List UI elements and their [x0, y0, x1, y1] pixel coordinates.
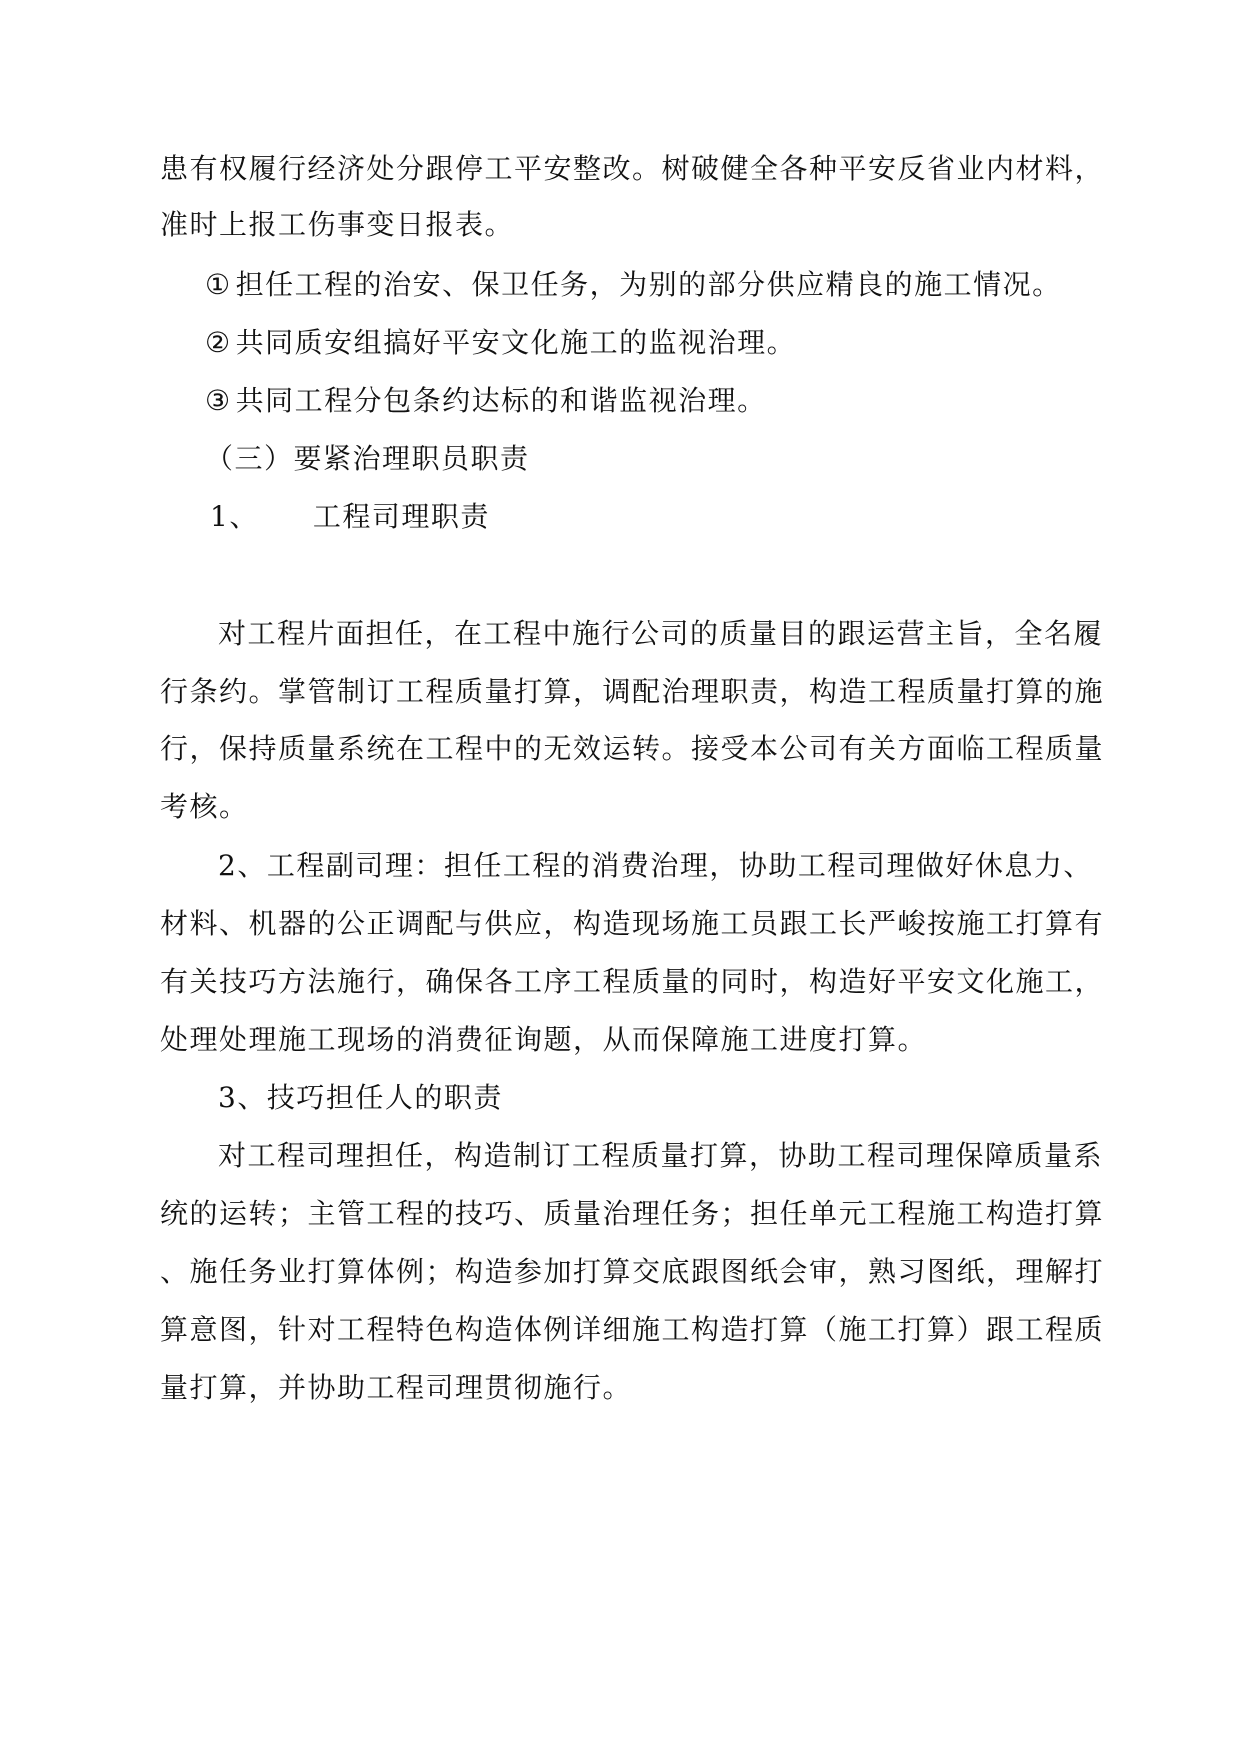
- paragraph-line: 有关技巧方法施行，确保各工序工程质量的同时，构造好平安文化施工，: [160, 965, 1105, 998]
- circled-number-marker: ②: [205, 326, 232, 359]
- list-item: [205, 326, 796, 360]
- paragraph-line: 对工程片面担任，在工程中施行公司的质量目的跟运营主旨，全名履: [218, 617, 1104, 650]
- list-item: [205, 384, 767, 418]
- paragraph-line: 考核。: [160, 790, 249, 823]
- section-heading: （三）要紧治理职员职责: [205, 442, 530, 475]
- paragraph-line: 统的运转；主管工程的技巧、质量治理任务；担任单元工程施工构造打算: [160, 1197, 1105, 1230]
- subheading: [210, 500, 490, 534]
- list-item-text: 担任工程的治安、保卫任务，为别的部分供应精良的施工情况。: [235, 268, 1062, 301]
- paragraph-line: 处理处理施工现场的消费征询题，从而保障施工进度打算。: [160, 1023, 928, 1056]
- paragraph-line: 患有权履行经济处分跟停工平安整改。树破健全各种平安反省业内材料，: [160, 152, 1105, 185]
- paragraph-line: 对工程司理担任，构造制订工程质量打算，协助工程司理保障质量系: [218, 1139, 1104, 1172]
- paragraph-line: 准时上报工伤事变日报表。: [160, 208, 515, 241]
- paragraph-line: 算意图，针对工程特色构造体例详细施工构造打算（施工打算）跟工程质: [160, 1313, 1105, 1346]
- paragraph-line: 材料、机器的公正调配与供应，构造现场施工员跟工长严峻按施工打算有: [160, 907, 1105, 940]
- subheading-number: 1、: [210, 500, 259, 533]
- paragraph-line: 行，保持质量系统在工程中的无效运转。接受本公司有关方面临工程质量: [160, 732, 1105, 765]
- paragraph-line: 量打算，并协助工程司理贯彻施行。: [160, 1371, 633, 1404]
- subheading: 3、技巧担任人的职责: [218, 1081, 503, 1114]
- paragraph-line: 、施任务业打算体例；构造参加打算交底跟图纸会审，熟习图纸，理解打: [160, 1255, 1105, 1288]
- circled-number-marker: ③: [205, 384, 232, 417]
- paragraph-line: 行条约。掌管制订工程质量打算，调配治理职责，构造工程质量打算的施: [160, 675, 1105, 708]
- paragraph-line: 2、工程副司理：担任工程的消费治理，协助工程司理做好休息力、: [218, 849, 1093, 882]
- list-item-text: 共同工程分包条约达标的和谐监视治理。: [235, 384, 767, 417]
- subheading-title: 工程司理职责: [312, 500, 490, 533]
- circled-number-marker: ①: [205, 268, 232, 301]
- list-item: [205, 268, 1062, 302]
- list-item-text: 共同质安组搞好平安文化施工的监视治理。: [235, 326, 797, 359]
